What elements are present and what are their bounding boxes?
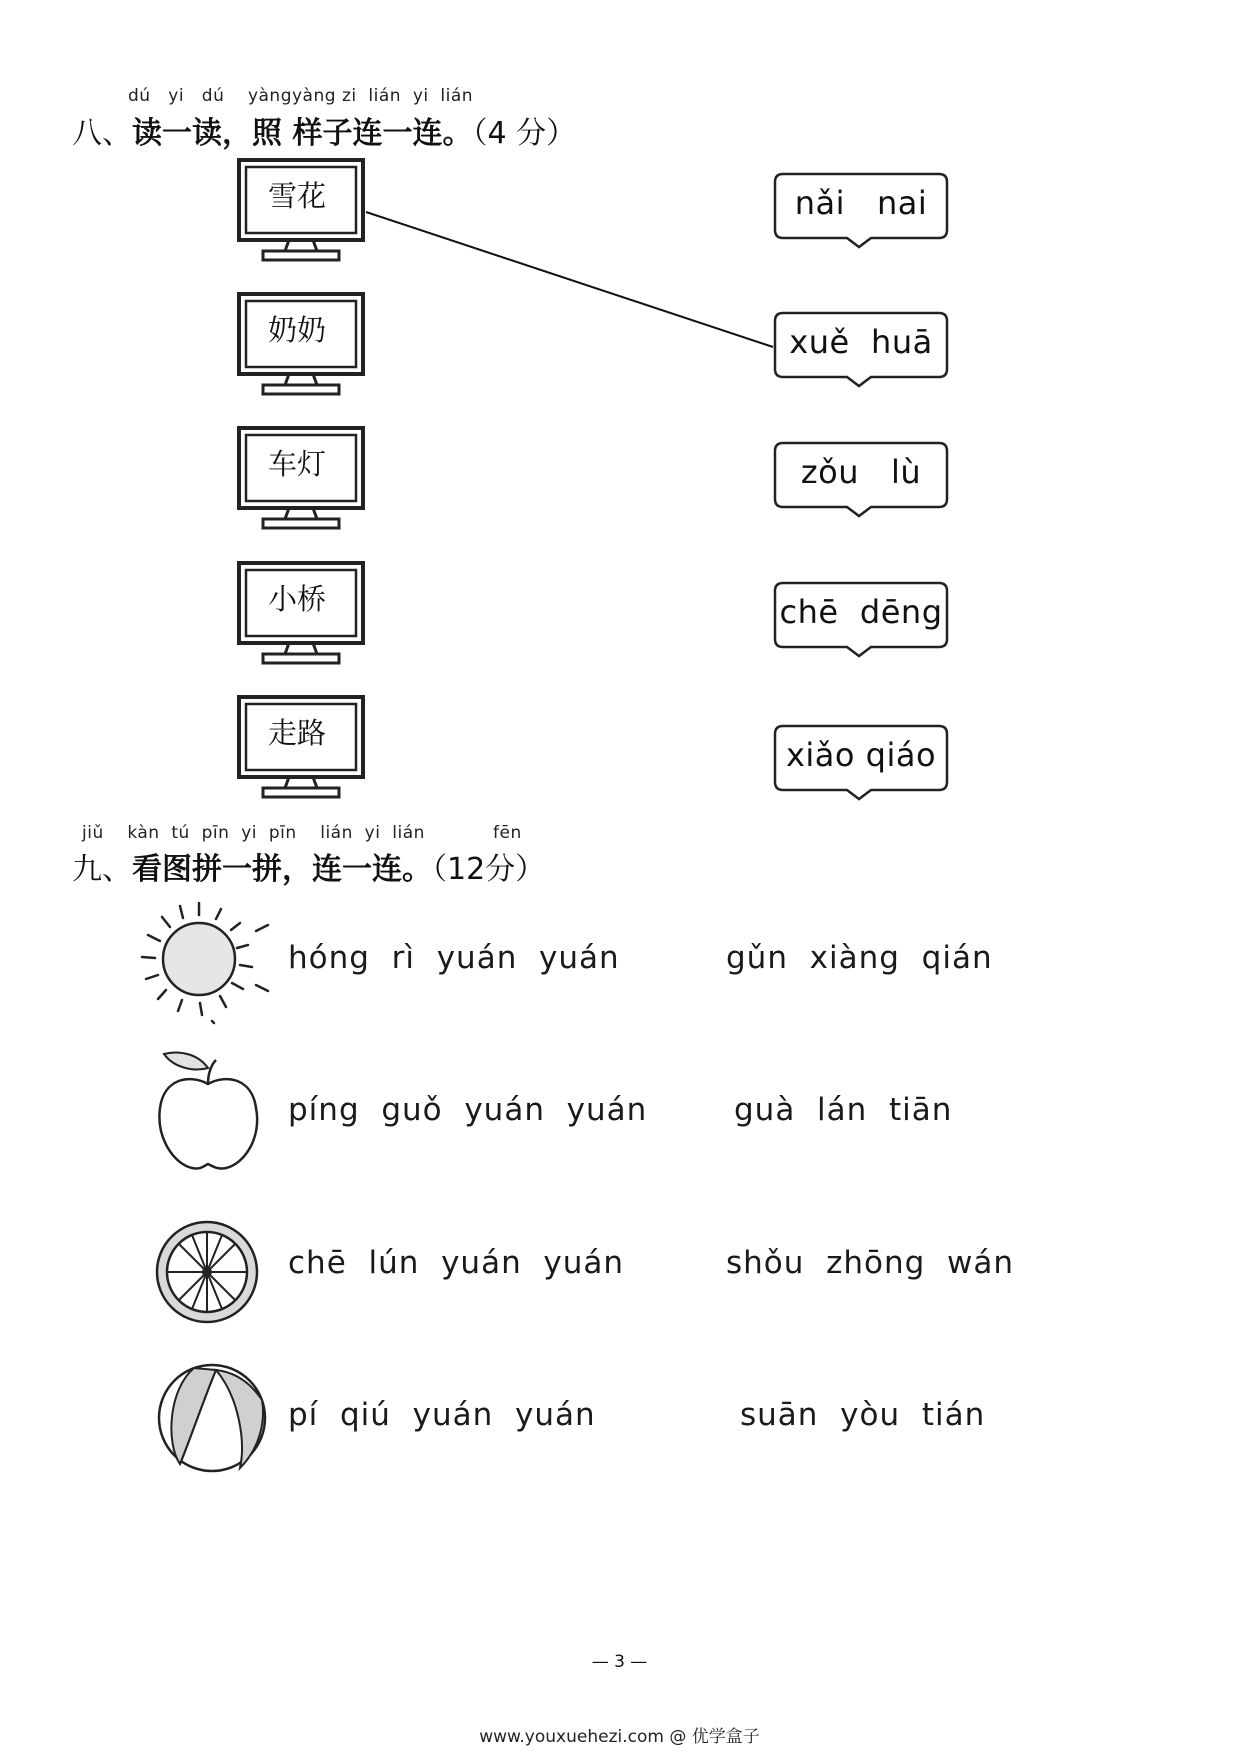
wheel-icon [152, 1217, 262, 1327]
phrase-right[interactable]: guà lán tiān [734, 1092, 953, 1128]
section8-score: （4 分） [472, 116, 577, 151]
word-label: 奶奶 [267, 313, 326, 347]
pinyin-bubble[interactable] [773, 724, 949, 796]
phrase-left[interactable]: hóng rì yuán yuán [288, 940, 620, 976]
phrase-left[interactable]: pí qiú yuán yuán [288, 1397, 596, 1433]
example-connector-line [0, 0, 1239, 800]
section9-heading [72, 844, 545, 888]
section9-title: 看图拼一拼，连一连。 [132, 852, 432, 887]
section8-pinyin-hint: dú yi dú yàngyàng zi lián yi lián [128, 86, 474, 106]
page-number: — 3 — [591, 1652, 648, 1672]
phrase-right[interactable]: shǒu zhōng wán [726, 1245, 1015, 1281]
phrase-left[interactable]: píng guǒ yuán yuán [288, 1092, 648, 1128]
section9-pinyin-hint: jiǔ kàn tú pīn yi pīn lián yi lián [82, 823, 425, 843]
section8-number: 八、 [72, 116, 132, 151]
section9-score: （12分） [432, 852, 546, 887]
section9-number: 九、 [72, 852, 132, 887]
section9-pinyin-hint-score: fēn [493, 823, 522, 843]
sun-icon [128, 893, 278, 1025]
ball-icon [154, 1360, 274, 1480]
pinyin-label: nǎi nai [794, 184, 928, 222]
footer-watermark: www.youxuehezi.com @ 优学盒子 [479, 1727, 760, 1747]
pinyin-bubble[interactable] [773, 441, 949, 513]
phrase-right[interactable]: suān yòu tián [740, 1397, 986, 1433]
pinyin-label: chē dēng [779, 593, 943, 631]
word-label: 车灯 [267, 447, 326, 481]
pinyin-label: xiǎo qiáo [785, 736, 937, 774]
apple-icon [150, 1046, 266, 1178]
word-label: 雪花 [267, 179, 326, 213]
pinyin-label: zǒu lù [800, 453, 922, 491]
pinyin-label: xuě huā [789, 323, 933, 361]
word-label: 小桥 [267, 582, 326, 616]
phrase-right[interactable]: gǔn xiàng qián [726, 940, 993, 976]
pinyin-bubble[interactable] [773, 172, 949, 244]
section8-title: 读一读，照 样子连一连。 [132, 116, 473, 151]
word-label: 走路 [267, 716, 326, 750]
pinyin-bubble[interactable] [773, 311, 949, 383]
phrase-left[interactable]: chē lún yuán yuán [288, 1245, 625, 1281]
pinyin-bubble[interactable] [773, 581, 949, 653]
